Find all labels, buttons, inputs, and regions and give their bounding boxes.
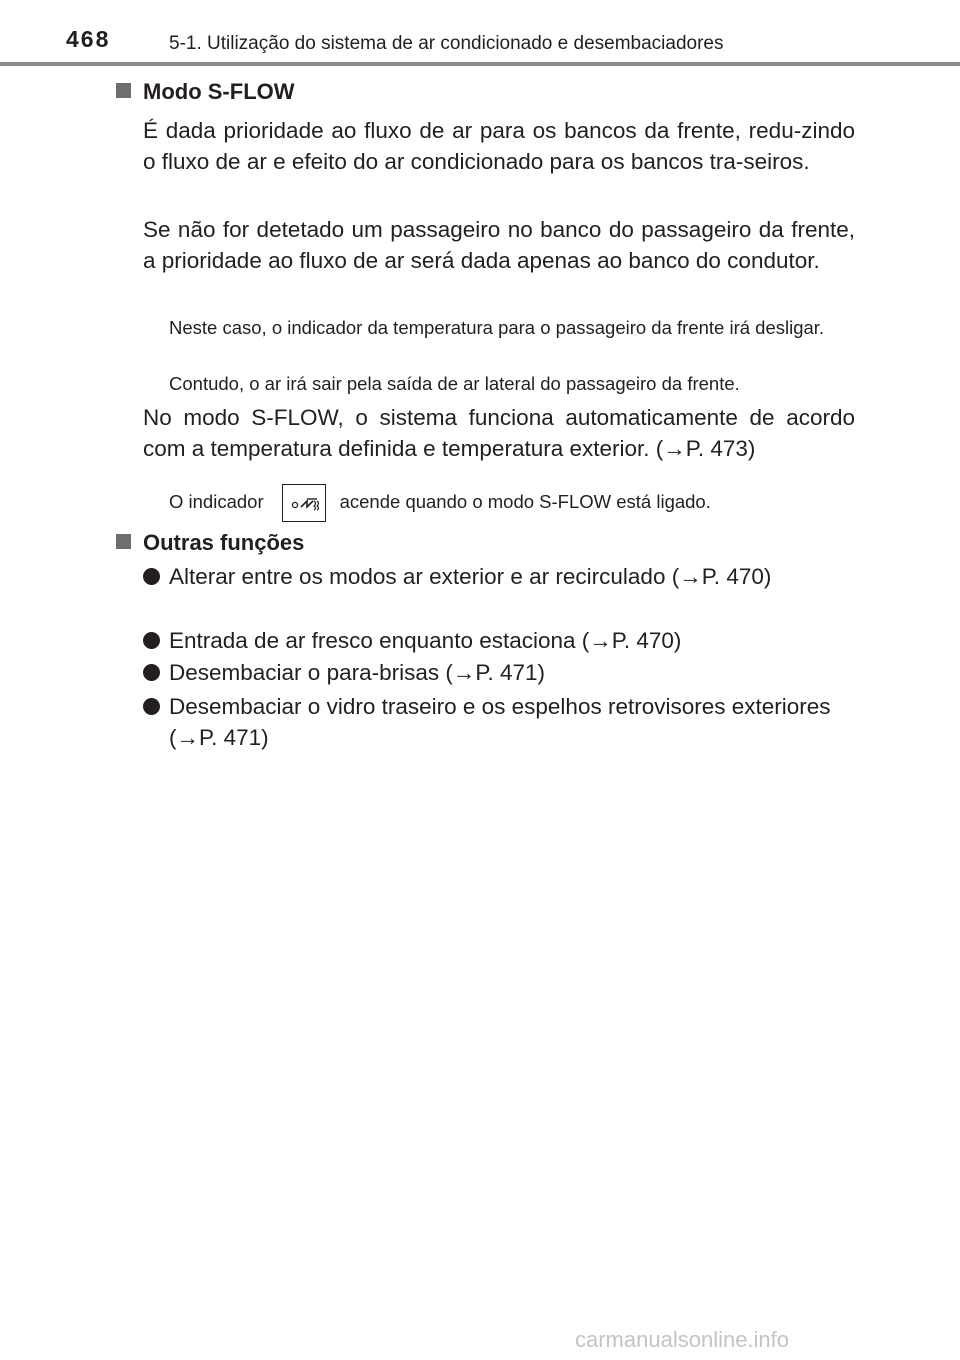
list-item-text: Entrada de ar fresco enquanto estaciona (→P. 470) bbox=[169, 628, 682, 653]
indicator-text-before: O indicador bbox=[169, 491, 264, 512]
section-heading-s-flow bbox=[116, 79, 295, 105]
s-flow-note-1: Neste caso, o indicador da temperatura para o passageiro da frente irá desligar. bbox=[169, 317, 825, 338]
bullet-dot-icon bbox=[143, 698, 160, 715]
chapter-title: 5-1. Utilização do sistema de ar condicionado e desembaciadores bbox=[169, 33, 724, 54]
list-item bbox=[143, 561, 855, 592]
list-item bbox=[143, 625, 855, 656]
section-heading-text: Modo S-FLOW bbox=[143, 79, 295, 104]
header-rule bbox=[0, 62, 960, 66]
bullet-dot-icon bbox=[143, 568, 160, 585]
section-heading-other-functions bbox=[116, 530, 304, 556]
section-heading-text: Outras funções bbox=[143, 530, 305, 555]
s-flow-paragraph-1: É dada prioridade ao fluxo de ar para os bancos da frente, redu-zindo o fluxo de ar e efeito do ar condicionado para os bancos tra-seiros. bbox=[143, 118, 855, 174]
bullet-dot-icon bbox=[143, 632, 160, 649]
list-item bbox=[143, 691, 855, 753]
page-header bbox=[0, 0, 960, 66]
square-bullet-icon bbox=[116, 534, 131, 549]
list-item-text: Desembaciar o para-brisas (→P. 471) bbox=[169, 660, 545, 685]
s-flow-paragraph-3: No modo S-FLOW, o sistema funciona automaticamente de acordo com a temperatura definida e temperatura exterior. (→P. 473) bbox=[143, 405, 855, 461]
s-flow-paragraph-2: Se não for detetado um passageiro no banco do passageiro da frente, a prioridade ao fluxo de ar será dada apenas ao banco do condutor. bbox=[143, 217, 855, 273]
page-number: 468 bbox=[66, 26, 111, 52]
list-item-text: Alterar entre os modos ar exterior e ar recirculado (→P. 470) bbox=[169, 564, 772, 589]
indicator-text-after: acende quando o modo S-FLOW está ligado. bbox=[339, 491, 711, 512]
list-item-text: Desembaciar o vidro traseiro e os espelhos retrovisores exteriores (→P. 471) bbox=[169, 694, 831, 750]
list-item bbox=[143, 657, 855, 688]
indicator-line bbox=[169, 482, 859, 522]
square-bullet-icon bbox=[116, 83, 131, 98]
bullet-dot-icon bbox=[143, 664, 160, 681]
watermark: carmanualsonline.info bbox=[575, 1327, 790, 1352]
s-flow-indicator-icon bbox=[282, 484, 326, 522]
s-flow-note-2: Contudo, o ar irá sair pela saída de ar lateral do passageiro da frente. bbox=[169, 373, 740, 394]
